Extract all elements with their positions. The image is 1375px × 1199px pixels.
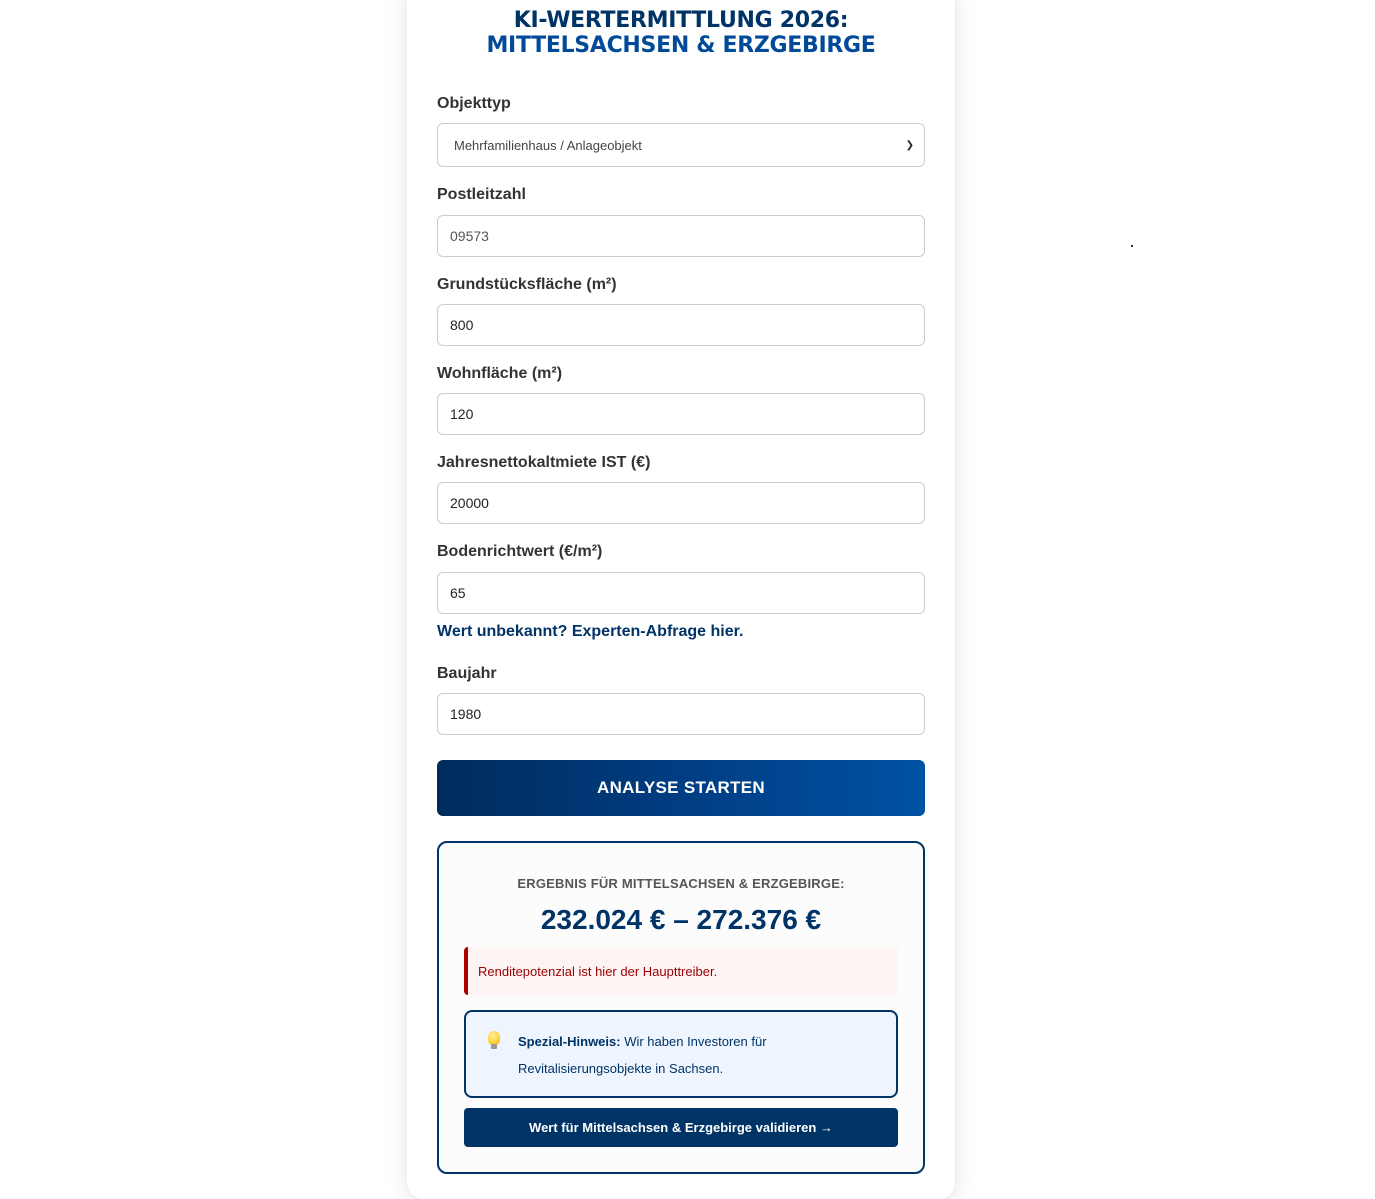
page-title: [407, 8, 955, 58]
chevron-down-icon: ❯: [905, 139, 914, 151]
result-warning: [464, 947, 898, 995]
wohnflaeche-input[interactable]: 120: [437, 393, 925, 435]
baujahr-input[interactable]: 1980: [437, 693, 925, 735]
hint-text-line-2: Revitalisierungsobjekte in Sachsen.: [518, 1061, 724, 1076]
grundstuecksflaeche-label: Grundstücksfläche (m²): [437, 276, 617, 293]
hint-text-line-1: Wir haben Investoren für: [624, 1034, 767, 1049]
objekttyp-select[interactable]: [437, 123, 925, 167]
bodenrichtwert-input[interactable]: 65: [437, 572, 925, 614]
title-line-2: MITTELSACHSEN & ERZGEBIRGE: [486, 33, 876, 58]
hint-bold-label: Spezial-Hinweis:: [518, 1034, 621, 1049]
bodenrichtwert-label: Bodenrichtwert (€/m²): [437, 543, 603, 560]
grundstuecksflaeche-input[interactable]: 800: [437, 304, 925, 346]
title-line-1: KI-WERTERMITTLUNG 2026:: [513, 8, 849, 33]
objekttyp-selected-value: Mehrfamilienhaus / Anlageobjekt: [454, 137, 642, 153]
postleitzahl-input[interactable]: 09573: [437, 215, 925, 257]
postleitzahl-label: Postleitzahl: [437, 186, 526, 203]
validate-value-button[interactable]: Wert für Mittelsachsen & Erzgebirge validieren →: [464, 1108, 898, 1147]
lightbulb-base: [491, 1044, 497, 1049]
jahresnettokaltmiete-input[interactable]: 20000: [437, 482, 925, 524]
result-value-range: 232.024 € – 272.376 €: [540, 904, 822, 935]
baujahr-label: Baujahr: [437, 665, 497, 682]
jahresnettokaltmiete-label: Jahresnettokaltmiete IST (€): [437, 454, 651, 471]
expert-query-link[interactable]: Wert unbekannt? Experten-Abfrage hier.: [437, 623, 744, 640]
stray-dot: [1131, 245, 1133, 247]
analyse-start-button[interactable]: ANALYSE STARTEN: [437, 760, 925, 816]
special-hint-text: [518, 1028, 878, 1082]
objekttyp-label: Objekttyp: [437, 95, 511, 112]
result-heading: ERGEBNIS FÜR MITTELSACHSEN & ERZGEBIRGE:: [517, 876, 845, 891]
warning-text: Renditepotenzial ist hier der Haupttreiber.: [478, 963, 718, 979]
wohnflaeche-label: Wohnfläche (m²): [437, 365, 563, 382]
lightbulb-icon: [488, 1031, 500, 1045]
